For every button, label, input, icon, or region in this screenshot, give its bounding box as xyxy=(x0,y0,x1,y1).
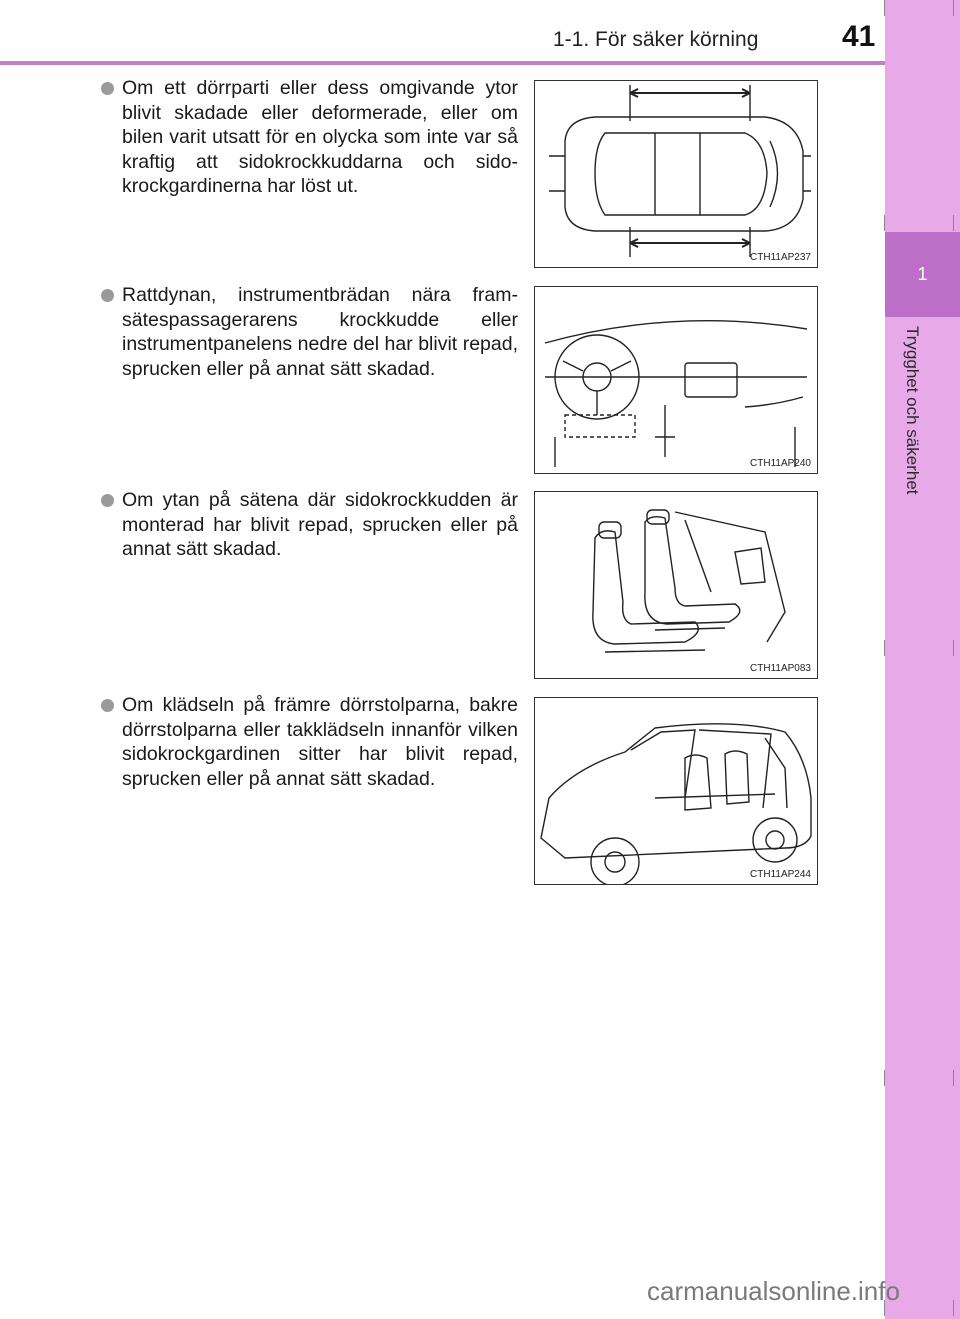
crop-mark xyxy=(884,1070,885,1086)
bullet-text: Om ytan på sätena där sidokrockkudden är monterad har blivit repad, sprucken eller på annat sätt skadad. xyxy=(122,489,518,560)
bullet-item-dashboard-damage xyxy=(122,283,518,381)
dashboard-icon xyxy=(535,287,817,473)
crop-mark xyxy=(953,1070,954,1086)
figure-car-side-open-doors xyxy=(534,697,818,885)
figure-front-seats xyxy=(534,491,818,679)
page-number: 41 xyxy=(842,20,876,53)
car-side-open-doors-icon xyxy=(535,698,817,884)
crop-mark xyxy=(953,0,954,16)
figure-dashboard xyxy=(534,286,818,474)
car-top-view-icon xyxy=(535,81,817,267)
chapter-number-box: 1 xyxy=(885,232,960,317)
bullet-text: Om klädseln på främre dörrstolparna, bakre dörrstolparna eller takklädseln innanför vilken sidokrockgardinen sitter har blivit repad, sprucken eller på annat sätt skadad. xyxy=(122,694,518,790)
bullet-icon xyxy=(101,82,114,95)
crop-mark xyxy=(953,215,954,231)
bullet-item-pillar-damage xyxy=(122,693,518,791)
figure-code: CTH11AP240 xyxy=(750,458,811,469)
figure-code: CTH11AP083 xyxy=(750,663,811,674)
chapter-side-tab xyxy=(885,0,960,1319)
bullet-text: Rattdynan, instrumentbrädan nära fram-sätespassagerarens krockkudde eller instrumentpanelens nedre del har blivit repad, sprucken eller på annat sätt skadad. xyxy=(122,284,518,380)
chapter-title-vertical: Trygghet och säkerhet xyxy=(903,326,922,495)
watermark-text: carmanualsonline.info xyxy=(647,1276,900,1306)
crop-mark xyxy=(884,0,885,16)
section-title: 1-1. För säker körning xyxy=(553,28,759,51)
crop-mark xyxy=(953,1300,954,1316)
bullet-icon xyxy=(101,494,114,507)
bullet-icon xyxy=(101,289,114,302)
figure-code: CTH11AP244 xyxy=(750,869,811,880)
crop-mark xyxy=(884,215,885,231)
bullet-item-door-damage xyxy=(122,76,518,199)
crop-mark xyxy=(953,640,954,656)
crop-mark xyxy=(884,640,885,656)
bullet-icon xyxy=(101,699,114,712)
header-rule xyxy=(0,61,885,65)
figure-car-top-view xyxy=(534,80,818,268)
bullet-item-seat-damage xyxy=(122,488,518,562)
bullet-text: Om ett dörrparti eller dess omgivande ytor blivit skadade eller deformerade, eller om bilen varit utsatt för en olycka som inte var så kraftig att sidokrockkuddarna och sido-krockgardinerna har löst ut. xyxy=(122,77,518,197)
front-seats-icon xyxy=(535,492,817,678)
figure-code: CTH11AP237 xyxy=(750,252,811,263)
